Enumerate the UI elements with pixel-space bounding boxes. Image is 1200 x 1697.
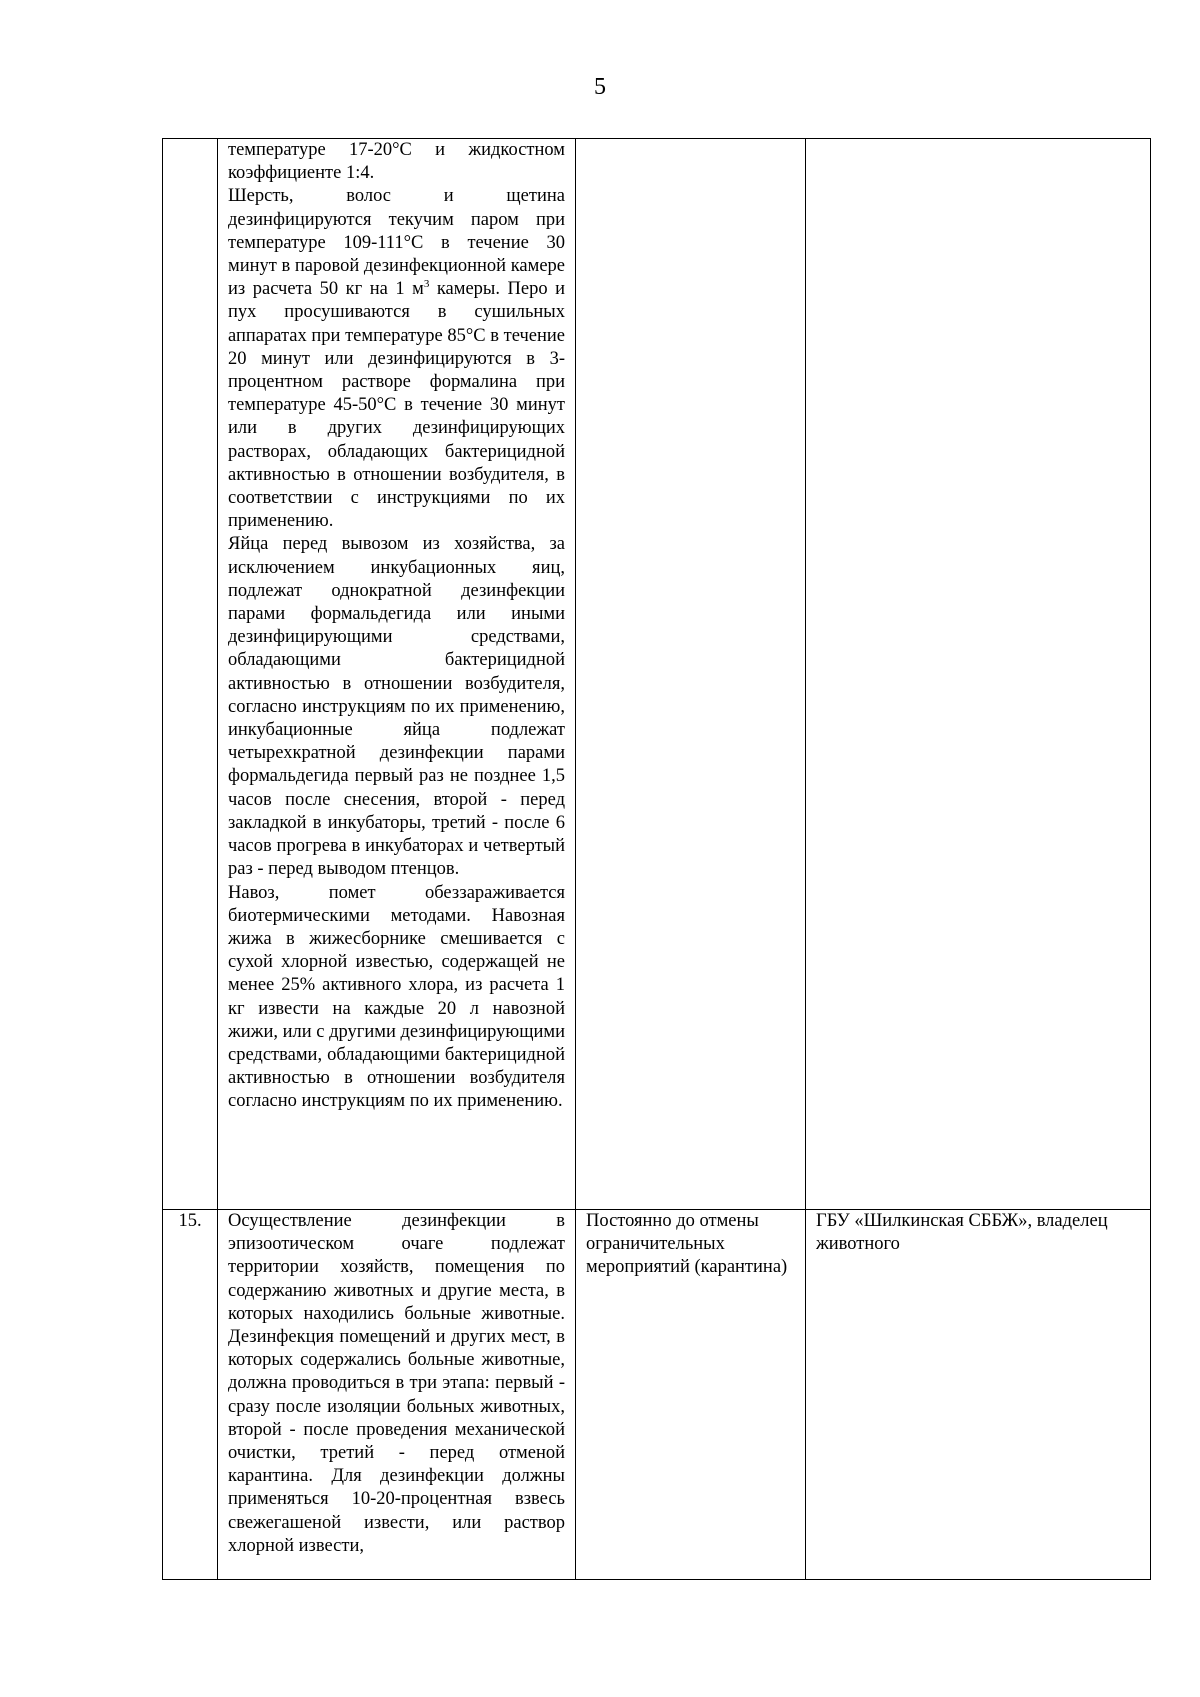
measure-paragraph: Яйца перед вывозом из хозяйства, за исключением инкубационных яиц, подлежат однократной дезинфекции парами формальдегида или иными дезинфицирующими средствами, обладающими бактерицидной активностью в отношении возбудителя, согласно инструкциям по их применению, инкубационные яйца подлежат четырехкратной дезинфекции парами формальдегида первый раз не позднее 1,5 часов после снесения, второй - перед закладкой в инкубаторы, третий - после 6 часов прогрева в инкубаторах и четвертый раз - перед выводом птенцов. bbox=[228, 534, 565, 880]
measure-paragraph: Осуществление дезинфекции в эпизоотическом очаге подлежат территории хозяйств, помещения по содержанию животных и другие места, в которых находились больные животные. Дезинфекция помещений и других мест, в которых содержались больные животные, должна проводиться в три этапа: первый - сразу после изоляции больных животных, второй - после проведения механической очистки, третий - перед отменой карантина. Для дезинфекции должны применяться 10-20-процентная взвесь свежегашеной извести, или раствор хлорной извести, bbox=[228, 1211, 565, 1556]
responsible-text: ГБУ «Шилкинская СББЖ», владелец животного bbox=[816, 1211, 1108, 1255]
page-number: 5 bbox=[594, 74, 606, 100]
term-cell bbox=[576, 1210, 806, 1580]
term-cell bbox=[576, 139, 806, 1210]
measure-paragraph: Навоз, помет обеззараживается биотермическими методами. Навозная жижа в жижесборнике смешивается с сухой хлорной известью, содержащей не менее 25% активного хлора, из расчета 1 кг извести на каждые 20 л навозной жижи, или с другими дезинфицирующими средствами, обладающими бактерицидной активностью в отношении возбудителя согласно инструкциям по их применению. bbox=[228, 882, 565, 1112]
measure-paragraph bbox=[228, 185, 565, 533]
responsible-cell bbox=[806, 139, 1151, 1210]
row-number bbox=[163, 139, 218, 1210]
measure-cell bbox=[218, 1210, 576, 1580]
superscript: 3 bbox=[423, 278, 430, 291]
responsible-cell bbox=[806, 1210, 1151, 1580]
measures-table bbox=[162, 138, 1151, 1580]
term-text: Постоянно до отмены ограничительных мероприятий (карантина) bbox=[586, 1211, 788, 1278]
measure-paragraph: температуре 17-20°С и жидкостном коэффициенте 1:4. bbox=[228, 140, 565, 184]
row-number: 15. bbox=[163, 1210, 218, 1580]
table-row bbox=[163, 1210, 1151, 1580]
measure-text: камеры. Перо и пух просушиваются в сушильных аппаратах при температуре 85°С в течение 20 минут или дезинфицируются в 3-процентном растворе формалина при температуре 45-50°С в течение 30 минут или в других дезинфицирующих растворах, обладающих бактерицидной активностью в отношении возбудителя, в соответствии с инструкциями по их применению. bbox=[228, 279, 565, 532]
measure-cell bbox=[218, 139, 576, 1210]
measure-text: Шерсть, волос и щетина дезинфицируются текучим паром при температуре 109-111°С в течение 30 минут в паровой дезинфекционной камере из расчета 50 кг на 1 м bbox=[228, 186, 565, 300]
table-row bbox=[163, 139, 1151, 1210]
